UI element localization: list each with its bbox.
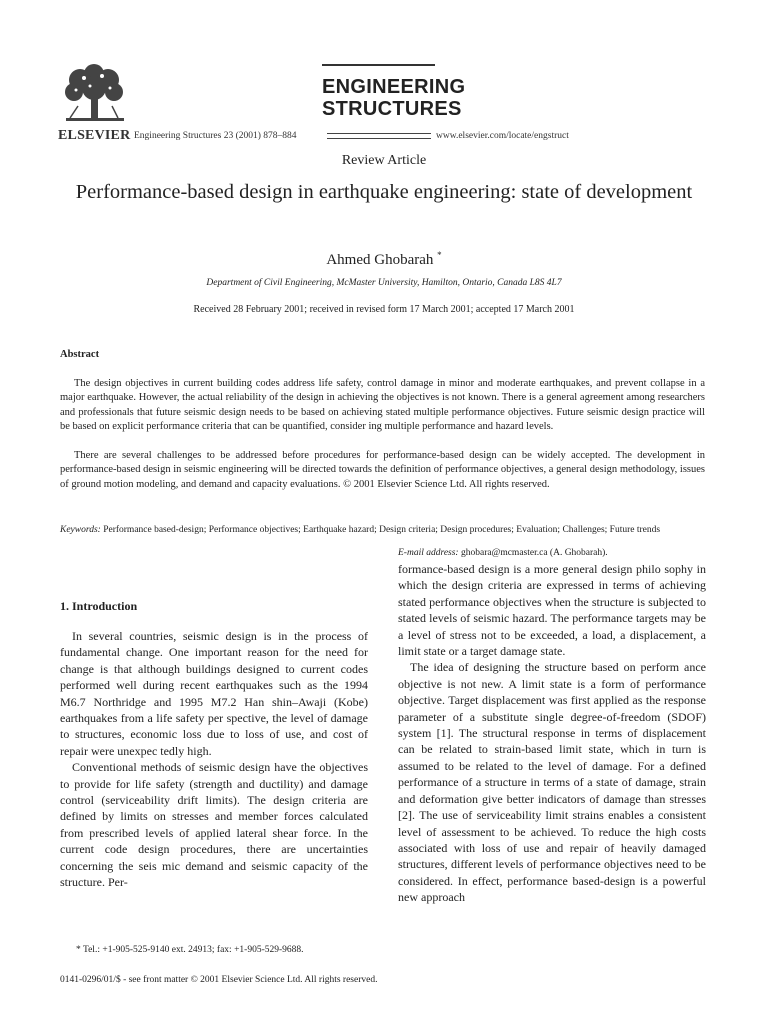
email-label: E-mail address:: [398, 548, 459, 558]
abstract-paragraph-2: There are several challenges to be addressed before procedures for performance-based design can be widely accepted. The development in performance-based design in seismic engineering will be directed towards the definition of performance objectives, a general design methodology, issues of ground motion modeling, and demand and capacity evaluations. © 2001 Elsevier Science Ltd. All rights reserved.: [60, 450, 705, 490]
body-paragraph-3: The idea of designing the structure based on perform ance objective is not new. A limit state is a form of performance objective. Target displacement was first applied as the response parameter of a substitute single degree-of-freedom (SDOF) system [1]. The structural response in terms of displacement can be related to strain-based limit state, which in turn is assumed to be related to the level of damage. For a defined performance of a structure in terms of a state of damage, strain and deformation give better indicators of damage than stresses [2]. The use of serviceability limit strains enables a consistent level of assessment to be achieved. To reduce the high costs associated with loss of use and repair of heavily damaged structures, different levels of performance objectives need to be considered. In effect, performance based-design is a powerful new approach: [398, 660, 706, 905]
author-name: Ahmed Ghobarah: [326, 252, 434, 268]
keywords-list: Performance based-design; Performance objectives; Earthquake hazard; Design criteria; Design procedures; Evaluation; Challenges; Future trends: [103, 525, 661, 535]
section-heading-introduction: 1. Introduction: [60, 599, 138, 613]
journal-title: [322, 76, 465, 120]
journal-citation: Engineering Structures 23 (2001) 878–884: [134, 131, 297, 141]
author-affiliation: Department of Civil Engineering, McMaster University, Hamilton, Ontario, Canada L8S 4L7: [206, 278, 562, 288]
front-matter-line: 0141-0296/01/$ - see front matter © 2001 Elsevier Science Ltd. All rights reserved.: [60, 975, 378, 985]
elsevier-tree-logo: [60, 64, 130, 136]
keywords-label: Keywords:: [60, 525, 101, 535]
abstract-paragraph-1: The design objectives in current building codes address life safety, control damage in minor and moderate earthquakes, and prevent collapse in a major earthquake. However, the actual reliability of the design in achieving the objectives is not known. There is a general agreement among researchers and professionals that future seismic design needs to be based on achieving stated multiple performance objectives. Future seismic design practice will be based on explicit performance criteria that can be quantified, consider ing multiple performance and hazard levels.: [60, 378, 705, 432]
author-email: [398, 548, 608, 558]
intro-paragraph-1: In several countries, seismic design is in the process of fundamental change. One important reason for the need for change is that although buildings designed to current codes performed well during recent earthquakes such as the 1994 M6.7 Northridge and 1995 M7.2 Han shin–Awaji (Kobe) earthquakes from a life safety per spective, the level of damage to structures, economic loss due to loss of use, and cost of repair were unexpec tedly high.: [60, 629, 368, 758]
keywords: [60, 524, 708, 537]
intro-paragraph-2: Conventional methods of seismic design have the objectives to provide for life safety (strength and ductility) and damage control (serviceability drift limits). The design criteria are defined by limits on stresses and member forces calculated from prescribed levels of applied lateral shear force. In the current code design procedures, there are uncertainties concerning the seis mic demand and seismic capacity of the structure. Per-: [60, 760, 368, 890]
body-paragraph-continued: formance-based design is a more general design philo sophy in which the design criteria are expressed in terms of achieving stated performance objectives when the structure is subjected to stated levels of seismic hazard. The performance targets may be a level of stress not to be exceeded, a load, a displacement, a limit state or a target damage state.: [398, 562, 706, 659]
email-address[interactable]: ghobara@mcmaster.ca (A. Ghobarah).: [460, 548, 608, 558]
abstract-heading: Abstract: [60, 349, 100, 360]
author-contact-footnote: * Tel.: +1-905-525-9140 ext. 24913; fax: +1-905-529-9688.: [76, 945, 304, 955]
article-type: Review Article: [341, 153, 427, 168]
masthead-rule: [322, 64, 435, 66]
citation-rule: [327, 133, 431, 139]
journal-url[interactable]: www.elsevier.com/locate/engstruct: [436, 131, 569, 141]
article-title: Performance-based design in earthquake engineering: state of development: [75, 181, 693, 203]
right-column: [398, 561, 706, 906]
left-column: [60, 628, 368, 891]
author-footnote-mark[interactable]: *: [437, 250, 442, 260]
publisher-name: ELSEVIER: [58, 128, 131, 143]
journal-title-line1: ENGINEERING: [322, 76, 466, 98]
article-dates: Received 28 February 2001; received in revised form 17 March 2001; accepted 17 March 2001: [193, 304, 575, 315]
journal-title-line2: STRUCTURES: [322, 98, 462, 120]
author-line: [0, 250, 768, 269]
